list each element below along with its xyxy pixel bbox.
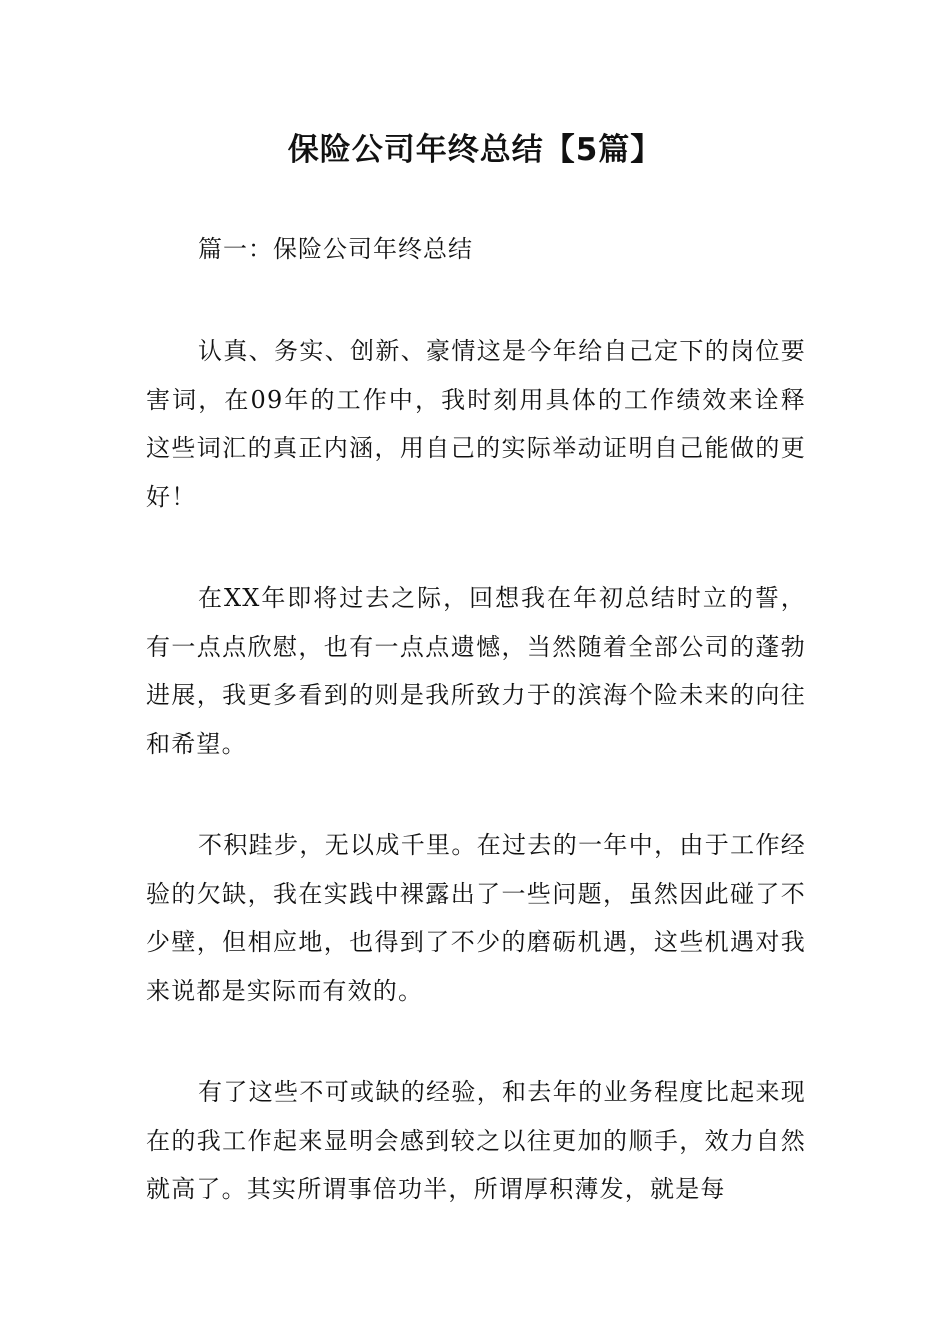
body-paragraph: 在XX年即将过去之际，回想我在年初总结时立的誓，有一点点欣慰，也有一点点遗憾，当然随着全部公司的蓬勃进展，我更多看到的则是我所致力于的滨海个险未来的向往和希望。: [146, 584, 806, 758]
body-paragraph: 有了这些不可或缺的经验，和去年的业务程度比起来现在的我工作起来显明会感到较之以往更加的顺手，效力自然就高了。其实所谓事倍功半，所谓厚积薄发，就是每: [146, 1078, 806, 1203]
section-heading: 篇一：保险公司年终总结: [198, 235, 473, 263]
document-title: 保险公司年终总结【5篇】: [287, 132, 663, 168]
body-paragraph: 不积跬步，无以成千里。在过去的一年中，由于工作经验的欠缺，我在实践中裸露出了一些问题，虽然因此碰了不少壁，但相应地，也得到了不少的磨砺机遇，这些机遇对我来说都是实际而有效的。: [146, 831, 806, 1005]
body-paragraph: 认真、务实、创新、豪情这是今年给自己定下的岗位要害词，在09年的工作中，我时刻用具体的工作绩效来诠释这些词汇的真正内涵，用自己的实际举动证明自己能做的更好！: [146, 337, 806, 511]
